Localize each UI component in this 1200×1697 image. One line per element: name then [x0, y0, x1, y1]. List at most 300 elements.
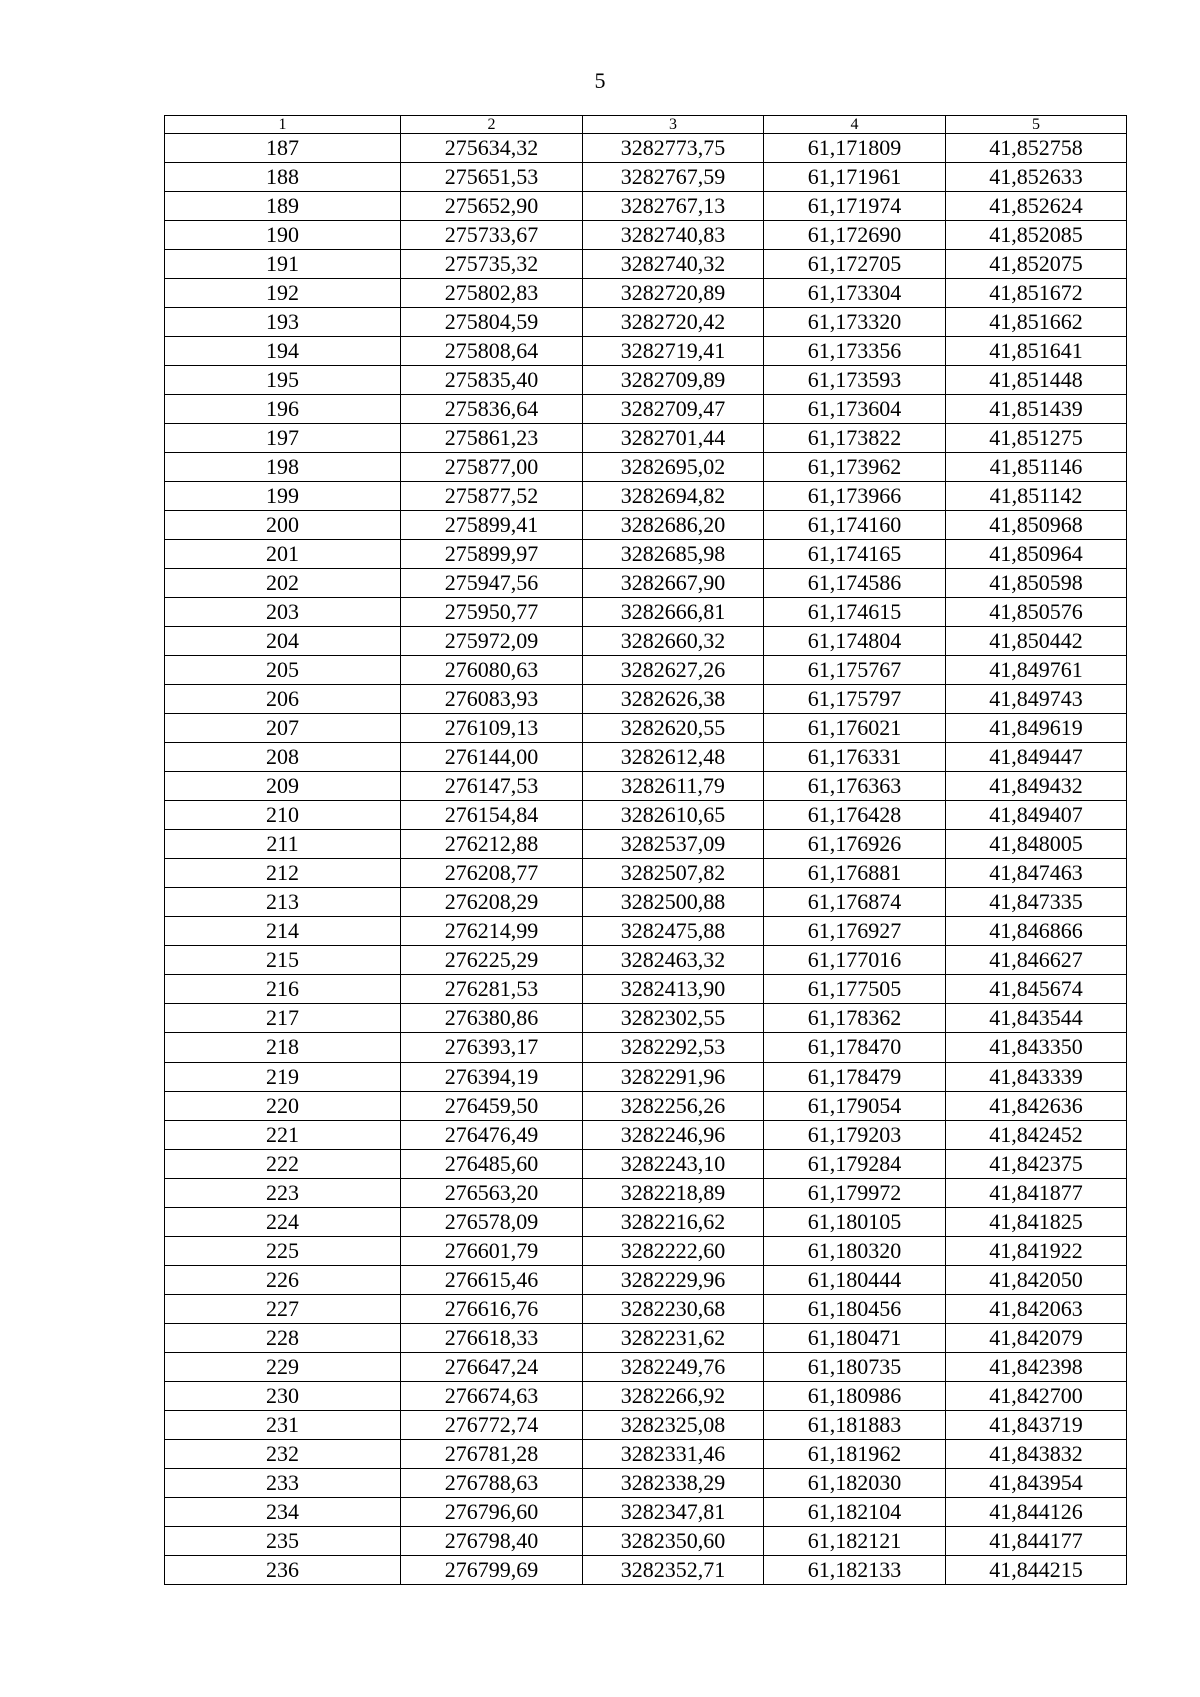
table-row	[165, 1236, 1127, 1265]
table-cell-col-1: 216	[165, 975, 401, 1004]
table-cell-col-2: 276225,29	[401, 946, 583, 975]
table-row	[165, 1526, 1127, 1555]
table-cell-col-2: 276601,79	[401, 1236, 583, 1265]
table-cell-col-1: 191	[165, 250, 401, 279]
table-cell-col-4: 61,172690	[764, 221, 946, 250]
table-cell-col-1: 203	[165, 598, 401, 627]
table-cell-col-5: 41,849432	[946, 772, 1127, 801]
table-row	[165, 1149, 1127, 1178]
table-row	[165, 714, 1127, 743]
table-cell-col-3: 3282331,46	[583, 1439, 764, 1468]
table-row	[165, 395, 1127, 424]
table-cell-col-2: 276578,09	[401, 1207, 583, 1236]
table-cell-col-1: 194	[165, 337, 401, 366]
table-cell-col-3: 3282740,83	[583, 221, 764, 250]
table-cell-col-3: 3282719,41	[583, 337, 764, 366]
table-cell-col-1: 207	[165, 714, 401, 743]
table-row	[165, 1294, 1127, 1323]
table-row	[165, 1120, 1127, 1149]
table-cell-col-2: 276485,60	[401, 1149, 583, 1178]
table-cell-col-4: 61,173356	[764, 337, 946, 366]
table-cell-col-5: 41,849407	[946, 801, 1127, 830]
table-cell-col-2: 276618,33	[401, 1323, 583, 1352]
table-cell-col-1: 221	[165, 1120, 401, 1149]
table-row	[165, 540, 1127, 569]
table-cell-col-2: 276674,63	[401, 1381, 583, 1410]
table-cell-col-5: 41,852633	[946, 163, 1127, 192]
table-row	[165, 1091, 1127, 1120]
table-cell-col-4: 61,182121	[764, 1526, 946, 1555]
table-cell-col-2: 275651,53	[401, 163, 583, 192]
table-row	[165, 859, 1127, 888]
table-cell-col-1: 200	[165, 511, 401, 540]
table-cell-col-4: 61,174586	[764, 569, 946, 598]
header-row	[165, 116, 1127, 134]
table-cell-col-3: 3282291,96	[583, 1062, 764, 1091]
table-cell-col-3: 3282302,55	[583, 1004, 764, 1033]
table-cell-col-1: 226	[165, 1265, 401, 1294]
table-cell-col-3: 3282246,96	[583, 1120, 764, 1149]
table-cell-col-2: 276083,93	[401, 685, 583, 714]
table-cell-col-3: 3282338,29	[583, 1468, 764, 1497]
column-header-4: 4	[764, 116, 946, 134]
table-cell-col-2: 276647,24	[401, 1352, 583, 1381]
table-cell-col-3: 3282216,62	[583, 1207, 764, 1236]
table-cell-col-5: 41,842452	[946, 1120, 1127, 1149]
table-cell-col-3: 3282475,88	[583, 917, 764, 946]
table-cell-col-4: 61,179972	[764, 1178, 946, 1207]
table-cell-col-5: 41,846627	[946, 946, 1127, 975]
table-row	[165, 685, 1127, 714]
table-cell-col-4: 61,182104	[764, 1497, 946, 1526]
table-cell-col-4: 61,173966	[764, 482, 946, 511]
table-cell-col-5: 41,852075	[946, 250, 1127, 279]
table-cell-col-4: 61,173304	[764, 279, 946, 308]
table-cell-col-5: 41,843954	[946, 1468, 1127, 1497]
table-cell-col-2: 276393,17	[401, 1033, 583, 1062]
table-cell-col-3: 3282709,47	[583, 395, 764, 424]
table-row	[165, 975, 1127, 1004]
table-cell-col-1: 231	[165, 1410, 401, 1439]
table-cell-col-4: 61,174804	[764, 627, 946, 656]
table-cell-col-3: 3282229,96	[583, 1265, 764, 1294]
table-cell-col-2: 276616,76	[401, 1294, 583, 1323]
table-cell-col-5: 41,841825	[946, 1207, 1127, 1236]
table-cell-col-5: 41,843339	[946, 1062, 1127, 1091]
table-row	[165, 656, 1127, 685]
table-cell-col-3: 3282231,62	[583, 1323, 764, 1352]
table-cell-col-4: 61,182133	[764, 1555, 946, 1584]
table-cell-col-5: 41,850442	[946, 627, 1127, 656]
table-cell-col-3: 3282694,82	[583, 482, 764, 511]
table-cell-col-5: 41,852624	[946, 192, 1127, 221]
table-row	[165, 453, 1127, 482]
table-cell-col-4: 61,176874	[764, 888, 946, 917]
table-row	[165, 511, 1127, 540]
table-cell-col-4: 61,171809	[764, 134, 946, 163]
table-cell-col-3: 3282666,81	[583, 598, 764, 627]
table-row	[165, 801, 1127, 830]
table-cell-col-1: 189	[165, 192, 401, 221]
table-cell-col-1: 210	[165, 801, 401, 830]
table-cell-col-4: 61,175797	[764, 685, 946, 714]
table-cell-col-1: 223	[165, 1178, 401, 1207]
table-cell-col-4: 61,176926	[764, 830, 946, 859]
table-cell-col-5: 41,843832	[946, 1439, 1127, 1468]
table-cell-col-4: 61,178362	[764, 1004, 946, 1033]
table-cell-col-3: 3282610,65	[583, 801, 764, 830]
table-cell-col-4: 61,173320	[764, 308, 946, 337]
table-cell-col-2: 275877,52	[401, 482, 583, 511]
table-row	[165, 1033, 1127, 1062]
table-cell-col-3: 3282667,90	[583, 569, 764, 598]
table-cell-col-1: 192	[165, 279, 401, 308]
table-cell-col-4: 61,173593	[764, 366, 946, 395]
table-cell-col-1: 232	[165, 1439, 401, 1468]
page-number: 5	[594, 68, 606, 93]
table-cell-col-5: 41,852758	[946, 134, 1127, 163]
table-cell-col-3: 3282720,89	[583, 279, 764, 308]
table-cell-col-3: 3282350,60	[583, 1526, 764, 1555]
table-cell-col-3: 3282611,79	[583, 772, 764, 801]
table-cell-col-1: 215	[165, 946, 401, 975]
table-cell-col-4: 61,181962	[764, 1439, 946, 1468]
table-cell-col-1: 201	[165, 540, 401, 569]
table-cell-col-5: 41,851146	[946, 453, 1127, 482]
table-cell-col-4: 61,176331	[764, 743, 946, 772]
table-cell-col-5: 41,847463	[946, 859, 1127, 888]
table-row	[165, 1381, 1127, 1410]
table-cell-col-1: 205	[165, 656, 401, 685]
table-cell-col-3: 3282773,75	[583, 134, 764, 163]
table-row	[165, 1468, 1127, 1497]
table-cell-col-2: 276281,53	[401, 975, 583, 1004]
table-cell-col-3: 3282701,44	[583, 424, 764, 453]
table-cell-col-1: 235	[165, 1526, 401, 1555]
table-cell-col-2: 275899,97	[401, 540, 583, 569]
table-row	[165, 337, 1127, 366]
table-cell-col-5: 41,850964	[946, 540, 1127, 569]
table-cell-col-5: 41,845674	[946, 975, 1127, 1004]
table-cell-col-1: 212	[165, 859, 401, 888]
table-cell-col-4: 61,180320	[764, 1236, 946, 1265]
table-row	[165, 192, 1127, 221]
table-cell-col-2: 276615,46	[401, 1265, 583, 1294]
table-row	[165, 772, 1127, 801]
table-cell-col-3: 3282500,88	[583, 888, 764, 917]
table-cell-col-1: 219	[165, 1062, 401, 1091]
table-cell-col-2: 275972,09	[401, 627, 583, 656]
table-row	[165, 569, 1127, 598]
table-row	[165, 598, 1127, 627]
table-cell-col-4: 61,180444	[764, 1265, 946, 1294]
table-cell-col-2: 276208,29	[401, 888, 583, 917]
table-cell-col-2: 276080,63	[401, 656, 583, 685]
table-row	[165, 1062, 1127, 1091]
table-cell-col-5: 41,851662	[946, 308, 1127, 337]
table-cell-col-3: 3282620,55	[583, 714, 764, 743]
table-cell-col-2: 276394,19	[401, 1062, 583, 1091]
table-row	[165, 830, 1127, 859]
table-cell-col-5: 41,842050	[946, 1265, 1127, 1294]
table-row	[165, 1555, 1127, 1584]
table-cell-col-4: 61,176021	[764, 714, 946, 743]
table-row	[165, 743, 1127, 772]
table-cell-col-4: 61,181883	[764, 1410, 946, 1439]
table-row	[165, 366, 1127, 395]
table-cell-col-2: 276109,13	[401, 714, 583, 743]
table-cell-col-4: 61,182030	[764, 1468, 946, 1497]
table-cell-col-1: 214	[165, 917, 401, 946]
table-cell-col-1: 204	[165, 627, 401, 656]
table-cell-col-2: 276154,84	[401, 801, 583, 830]
table-cell-col-1: 233	[165, 1468, 401, 1497]
column-header-2: 2	[401, 116, 583, 134]
table-cell-col-1: 236	[165, 1555, 401, 1584]
table-cell-col-4: 61,179054	[764, 1091, 946, 1120]
table-cell-col-5: 41,850576	[946, 598, 1127, 627]
table-cell-col-2: 275877,00	[401, 453, 583, 482]
table-cell-col-1: 197	[165, 424, 401, 453]
table-cell-col-3: 3282660,32	[583, 627, 764, 656]
table-cell-col-5: 41,844177	[946, 1526, 1127, 1555]
table-cell-col-3: 3282325,08	[583, 1410, 764, 1439]
table-cell-col-4: 61,174165	[764, 540, 946, 569]
table-cell-col-2: 276476,49	[401, 1120, 583, 1149]
table-row	[165, 221, 1127, 250]
table-cell-col-4: 61,178470	[764, 1033, 946, 1062]
table-cell-col-3: 3282686,20	[583, 511, 764, 540]
table-cell-col-1: 202	[165, 569, 401, 598]
table-cell-col-4: 61,173822	[764, 424, 946, 453]
table-cell-col-3: 3282218,89	[583, 1178, 764, 1207]
table-cell-col-1: 199	[165, 482, 401, 511]
table-row	[165, 1265, 1127, 1294]
table-cell-col-5: 41,849447	[946, 743, 1127, 772]
table-cell-col-1: 228	[165, 1323, 401, 1352]
table-cell-col-5: 41,849761	[946, 656, 1127, 685]
table-cell-col-1: 229	[165, 1352, 401, 1381]
table-cell-col-2: 275950,77	[401, 598, 583, 627]
table-cell-col-1: 224	[165, 1207, 401, 1236]
table-cell-col-5: 41,841877	[946, 1178, 1127, 1207]
table-cell-col-5: 41,848005	[946, 830, 1127, 859]
table-cell-col-3: 3282256,26	[583, 1091, 764, 1120]
table-cell-col-2: 276799,69	[401, 1555, 583, 1584]
table-cell-col-1: 190	[165, 221, 401, 250]
table-cell-col-3: 3282627,26	[583, 656, 764, 685]
table-cell-col-3: 3282740,32	[583, 250, 764, 279]
table-cell-col-1: 196	[165, 395, 401, 424]
table-cell-col-4: 61,178479	[764, 1062, 946, 1091]
table-cell-col-2: 276208,77	[401, 859, 583, 888]
table-cell-col-3: 3282347,81	[583, 1497, 764, 1526]
table-row	[165, 250, 1127, 279]
table-cell-col-4: 61,176363	[764, 772, 946, 801]
table-cell-col-4: 61,173962	[764, 453, 946, 482]
table-cell-col-3: 3282612,48	[583, 743, 764, 772]
column-header-5: 5	[946, 116, 1127, 134]
table-cell-col-5: 41,844215	[946, 1555, 1127, 1584]
table-cell-col-1: 218	[165, 1033, 401, 1062]
table-row	[165, 308, 1127, 337]
table-cell-col-5: 41,843719	[946, 1410, 1127, 1439]
table-row	[165, 1323, 1127, 1352]
table-row	[165, 279, 1127, 308]
table-cell-col-2: 276563,20	[401, 1178, 583, 1207]
table-cell-col-3: 3282537,09	[583, 830, 764, 859]
table-row	[165, 424, 1127, 453]
table-cell-col-2: 276214,99	[401, 917, 583, 946]
table-cell-col-5: 41,849619	[946, 714, 1127, 743]
table-cell-col-3: 3282292,53	[583, 1033, 764, 1062]
table-cell-col-5: 41,851672	[946, 279, 1127, 308]
table-cell-col-5: 41,843350	[946, 1033, 1127, 1062]
table-cell-col-4: 61,175767	[764, 656, 946, 685]
table-body	[165, 134, 1127, 1585]
table-cell-col-2: 276781,28	[401, 1439, 583, 1468]
table-cell-col-2: 275652,90	[401, 192, 583, 221]
table-cell-col-1: 222	[165, 1149, 401, 1178]
column-header-3: 3	[583, 116, 764, 134]
table-row	[165, 1178, 1127, 1207]
table-cell-col-5: 41,851275	[946, 424, 1127, 453]
table-row	[165, 482, 1127, 511]
table-row	[165, 888, 1127, 917]
table-cell-col-3: 3282413,90	[583, 975, 764, 1004]
table-cell-col-4: 61,179203	[764, 1120, 946, 1149]
table-cell-col-3: 3282685,98	[583, 540, 764, 569]
table-cell-col-4: 61,173604	[764, 395, 946, 424]
table-cell-col-3: 3282695,02	[583, 453, 764, 482]
table-cell-col-5: 41,846866	[946, 917, 1127, 946]
table-cell-col-2: 276212,88	[401, 830, 583, 859]
table-cell-col-2: 276147,53	[401, 772, 583, 801]
table-cell-col-1: 211	[165, 830, 401, 859]
table-cell-col-5: 41,843544	[946, 1004, 1127, 1033]
table-cell-col-4: 61,174615	[764, 598, 946, 627]
table-cell-col-3: 3282249,76	[583, 1352, 764, 1381]
table-cell-col-3: 3282507,82	[583, 859, 764, 888]
table-cell-col-3: 3282222,60	[583, 1236, 764, 1265]
table-cell-col-4: 61,172705	[764, 250, 946, 279]
table-row	[165, 627, 1127, 656]
table-cell-col-5: 41,841922	[946, 1236, 1127, 1265]
table-cell-col-5: 41,851448	[946, 366, 1127, 395]
table-cell-col-2: 276144,00	[401, 743, 583, 772]
table-cell-col-2: 275735,32	[401, 250, 583, 279]
table-cell-col-2: 275804,59	[401, 308, 583, 337]
table-cell-col-4: 61,180471	[764, 1323, 946, 1352]
table-cell-col-4: 61,176881	[764, 859, 946, 888]
table-cell-col-3: 3282230,68	[583, 1294, 764, 1323]
table-cell-col-4: 61,174160	[764, 511, 946, 540]
table-cell-col-1: 234	[165, 1497, 401, 1526]
table-cell-col-2: 276380,86	[401, 1004, 583, 1033]
table-cell-col-5: 41,842079	[946, 1323, 1127, 1352]
table-cell-col-4: 61,177505	[764, 975, 946, 1004]
table-cell-col-2: 275733,67	[401, 221, 583, 250]
table-cell-col-3: 3282767,59	[583, 163, 764, 192]
table-cell-col-2: 276796,60	[401, 1497, 583, 1526]
table-cell-col-2: 275802,83	[401, 279, 583, 308]
table-cell-col-4: 61,177016	[764, 946, 946, 975]
table-cell-col-5: 41,849743	[946, 685, 1127, 714]
table-cell-col-4: 61,171961	[764, 163, 946, 192]
table-cell-col-2: 276788,63	[401, 1468, 583, 1497]
table-cell-col-2: 276772,74	[401, 1410, 583, 1439]
table-row	[165, 1410, 1127, 1439]
table-cell-col-1: 227	[165, 1294, 401, 1323]
table-cell-col-5: 41,851439	[946, 395, 1127, 424]
table-cell-col-5: 41,842636	[946, 1091, 1127, 1120]
table-cell-col-5: 41,842398	[946, 1352, 1127, 1381]
table-row	[165, 1497, 1127, 1526]
table-row	[165, 134, 1127, 163]
table-cell-col-4: 61,176927	[764, 917, 946, 946]
table-row	[165, 917, 1127, 946]
table-cell-col-2: 275634,32	[401, 134, 583, 163]
table-cell-col-5: 41,850968	[946, 511, 1127, 540]
table-cell-col-1: 230	[165, 1381, 401, 1410]
table-cell-col-2: 275899,41	[401, 511, 583, 540]
table-cell-col-1: 206	[165, 685, 401, 714]
table-cell-col-3: 3282463,32	[583, 946, 764, 975]
table-cell-col-2: 275861,23	[401, 424, 583, 453]
table-cell-col-3: 3282243,10	[583, 1149, 764, 1178]
table-cell-col-5: 41,851641	[946, 337, 1127, 366]
table-row	[165, 1207, 1127, 1236]
table-cell-col-1: 209	[165, 772, 401, 801]
table-cell-col-1: 195	[165, 366, 401, 395]
table-cell-col-5: 41,842375	[946, 1149, 1127, 1178]
table-cell-col-5: 41,844126	[946, 1497, 1127, 1526]
table-cell-col-2: 276459,50	[401, 1091, 583, 1120]
table-cell-col-4: 61,180456	[764, 1294, 946, 1323]
table-cell-col-4: 61,180735	[764, 1352, 946, 1381]
table-cell-col-5: 41,842063	[946, 1294, 1127, 1323]
table-cell-col-1: 208	[165, 743, 401, 772]
table-cell-col-4: 61,180986	[764, 1381, 946, 1410]
table-cell-col-1: 187	[165, 134, 401, 163]
table-cell-col-5: 41,842700	[946, 1381, 1127, 1410]
table-cell-col-1: 220	[165, 1091, 401, 1120]
table-cell-col-1: 193	[165, 308, 401, 337]
table-cell-col-1: 213	[165, 888, 401, 917]
table-cell-col-3: 3282266,92	[583, 1381, 764, 1410]
table-cell-col-2: 275836,64	[401, 395, 583, 424]
table-row	[165, 946, 1127, 975]
table-cell-col-1: 188	[165, 163, 401, 192]
table-cell-col-3: 3282720,42	[583, 308, 764, 337]
table-cell-col-3: 3282709,89	[583, 366, 764, 395]
table-cell-col-5: 41,850598	[946, 569, 1127, 598]
table-cell-col-5: 41,847335	[946, 888, 1127, 917]
table-cell-col-1: 217	[165, 1004, 401, 1033]
table-cell-col-3: 3282767,13	[583, 192, 764, 221]
table-cell-col-2: 275947,56	[401, 569, 583, 598]
table-row	[165, 163, 1127, 192]
table-cell-col-4: 61,180105	[764, 1207, 946, 1236]
table-cell-col-4: 61,171974	[764, 192, 946, 221]
table-cell-col-1: 198	[165, 453, 401, 482]
table-row	[165, 1004, 1127, 1033]
table-cell-col-2: 275808,64	[401, 337, 583, 366]
table-cell-col-2: 275835,40	[401, 366, 583, 395]
table-cell-col-5: 41,851142	[946, 482, 1127, 511]
table-row	[165, 1439, 1127, 1468]
table-cell-col-3: 3282352,71	[583, 1555, 764, 1584]
